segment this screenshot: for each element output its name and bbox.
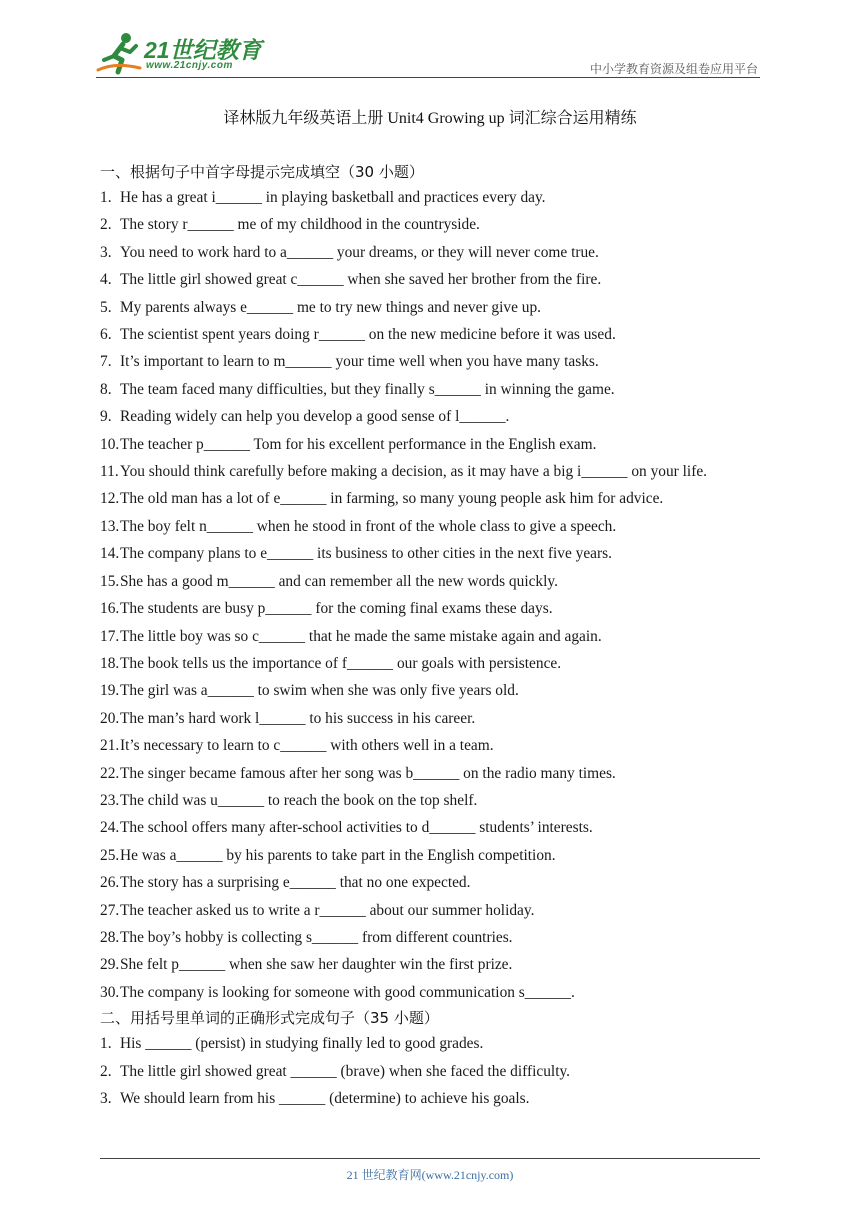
question-text: The old man has a lot of e______ in farming, so many young people ask him for advice.	[120, 490, 664, 508]
question-item	[100, 787, 760, 814]
question-number: 3.	[100, 243, 112, 261]
logo-url: www.21cnjy.com	[146, 60, 233, 71]
question-text: The school offers many after-school activities to d______ students’ interests.	[120, 819, 593, 837]
question-text: The man’s hard work l______ to his success in his career.	[120, 709, 476, 727]
question-item	[100, 979, 760, 1006]
question-item	[100, 1058, 760, 1085]
question-item	[100, 951, 760, 978]
question-text: The singer became famous after her song was b______ on the radio many times.	[120, 764, 616, 782]
question-text: The story has a surprising e______ that no one expected.	[120, 874, 471, 892]
question-text: The scientist spent years doing r______ on the new medicine before it was used.	[120, 326, 616, 344]
question-number: 3.	[100, 1090, 112, 1107]
question-number: 2.	[100, 1062, 112, 1080]
question-number: 28.	[100, 928, 120, 946]
question-text: The teacher asked us to write a r______ about our summer holiday.	[120, 901, 535, 919]
question-item	[100, 321, 760, 348]
question-text: It’s necessary to learn to c______ with others well in a team.	[120, 737, 494, 755]
question-item	[100, 924, 760, 951]
question-text: The team faced many difficulties, but they finally s______ in winning the game.	[120, 380, 615, 398]
question-text: The company plans to e______ its business to other cities in the next five years.	[120, 545, 612, 563]
logo-text: 21世纪教育	[144, 37, 262, 63]
question-number: 10.	[100, 435, 120, 453]
question-item	[100, 513, 760, 540]
question-item	[100, 732, 760, 759]
question-number: 23.	[100, 791, 120, 809]
question-item	[100, 1085, 760, 1112]
question-text: It’s important to learn to m______ your time well when you have many tasks.	[120, 353, 599, 371]
question-number: 11.	[100, 463, 119, 481]
question-number: 16.	[100, 600, 120, 618]
question-number: 17.	[100, 627, 120, 645]
question-item	[100, 458, 760, 485]
question-item	[100, 650, 760, 677]
question-number: 18.	[100, 654, 120, 672]
question-number: 8.	[100, 380, 112, 398]
question-item	[100, 431, 760, 458]
header-divider	[96, 77, 760, 78]
site-logo[interactable]	[96, 30, 266, 76]
section-1-heading: 一、根据句子中首字母提示完成填空（30 小题）	[100, 163, 424, 181]
section-2-heading: 二、用括号里单词的正确形式完成句子（35 小题）	[100, 1009, 439, 1028]
question-text: The little girl showed great ______ (brave) when she faced the difficulty.	[120, 1062, 571, 1080]
question-text: The students are busy p______ for the coming final exams these days.	[120, 600, 553, 618]
question-item	[100, 184, 760, 211]
question-number: 6.	[100, 326, 112, 344]
question-number: 12.	[100, 490, 120, 508]
question-number: 30.	[100, 983, 120, 1001]
question-item	[100, 897, 760, 924]
question-item	[100, 842, 760, 869]
question-text: The little girl showed great c______ when she saved her brother from the fire.	[120, 271, 602, 289]
question-item	[100, 239, 760, 266]
question-number: 20.	[100, 709, 120, 727]
question-text: He was a______ by his parents to take part in the English competition.	[120, 846, 556, 864]
page-header	[96, 30, 760, 78]
question-text: The company is looking for someone with good communication s______.	[120, 983, 575, 1001]
question-text: My parents always e______ me to try new things and never give up.	[120, 298, 542, 316]
question-number: 13.	[100, 517, 120, 535]
question-number: 25.	[100, 846, 120, 864]
question-item	[100, 403, 760, 430]
question-item	[100, 211, 760, 238]
question-number: 29.	[100, 956, 120, 974]
question-item	[100, 1030, 760, 1057]
question-number: 22.	[100, 764, 120, 782]
question-item	[100, 540, 760, 567]
question-text: She has a good m______ and can remember all the new words quickly.	[120, 572, 558, 590]
question-item	[100, 760, 760, 787]
question-number: 24.	[100, 819, 120, 837]
platform-tagline: 中小学教育资源及组卷应用平台	[589, 62, 758, 76]
question-text: He has a great i______ in playing basketball and practices every day.	[120, 189, 546, 206]
question-text: You should think carefully before making a decision, as it may have a big i______ on your life.	[120, 463, 708, 481]
question-number: 21.	[100, 737, 120, 755]
question-item	[100, 348, 760, 375]
question-number: 4.	[100, 271, 112, 289]
footer-divider	[100, 1158, 760, 1159]
question-number: 9.	[100, 408, 112, 426]
question-number: 1.	[100, 1035, 112, 1053]
question-item	[100, 595, 760, 622]
question-text: Reading widely can help you develop a good sense of l______.	[120, 408, 510, 426]
question-text: The little boy was so c______ that he made the same mistake again and again.	[120, 627, 602, 645]
page-footer: 21 世纪教育网(www.21cnjy.com)	[346, 1168, 514, 1182]
section-1-list	[100, 184, 760, 1006]
question-text: The story r______ me of my childhood in the countryside.	[120, 216, 480, 234]
section-2-list	[100, 1030, 760, 1112]
question-number: 19.	[100, 682, 120, 700]
question-number: 26.	[100, 874, 120, 892]
question-text: She felt p______ when she saw her daughter win the first prize.	[120, 956, 513, 974]
question-item	[100, 485, 760, 512]
question-text: The teacher p______ Tom for his excellent performance in the English exam.	[120, 435, 597, 453]
question-text: We should learn from his ______ (determine) to achieve his goals.	[120, 1090, 530, 1107]
question-text: The child was u______ to reach the book on the top shelf.	[120, 791, 478, 809]
question-item	[100, 266, 760, 293]
document-body	[100, 160, 760, 1112]
question-item	[100, 376, 760, 403]
question-text: The boy felt n______ when he stood in front of the whole class to give a speech.	[120, 517, 617, 535]
question-item	[100, 705, 760, 732]
question-item	[100, 869, 760, 896]
question-item	[100, 623, 760, 650]
question-text: His ______ (persist) in studying finally led to good grades.	[120, 1035, 484, 1053]
question-number: 5.	[100, 298, 112, 316]
question-number: 27.	[100, 901, 120, 919]
question-item	[100, 294, 760, 321]
question-item	[100, 677, 760, 704]
question-text: You need to work hard to a______ your dreams, or they will never come true.	[120, 243, 599, 261]
question-item	[100, 568, 760, 595]
document-title: 译林版九年级英语上册 Unit4 Growing up 词汇综合运用精练	[223, 110, 637, 127]
question-number: 2.	[100, 216, 112, 234]
question-number: 7.	[100, 353, 112, 371]
question-item	[100, 814, 760, 841]
question-number: 15.	[100, 572, 120, 590]
question-number: 1.	[100, 189, 112, 206]
question-text: The girl was a______ to swim when she was only five years old.	[120, 682, 519, 700]
question-text: The book tells us the importance of f______ our goals with persistence.	[120, 654, 562, 672]
question-text: The boy’s hobby is collecting s______ from different countries.	[120, 928, 513, 946]
question-number: 14.	[100, 545, 120, 563]
runner-logo-icon	[96, 32, 142, 76]
